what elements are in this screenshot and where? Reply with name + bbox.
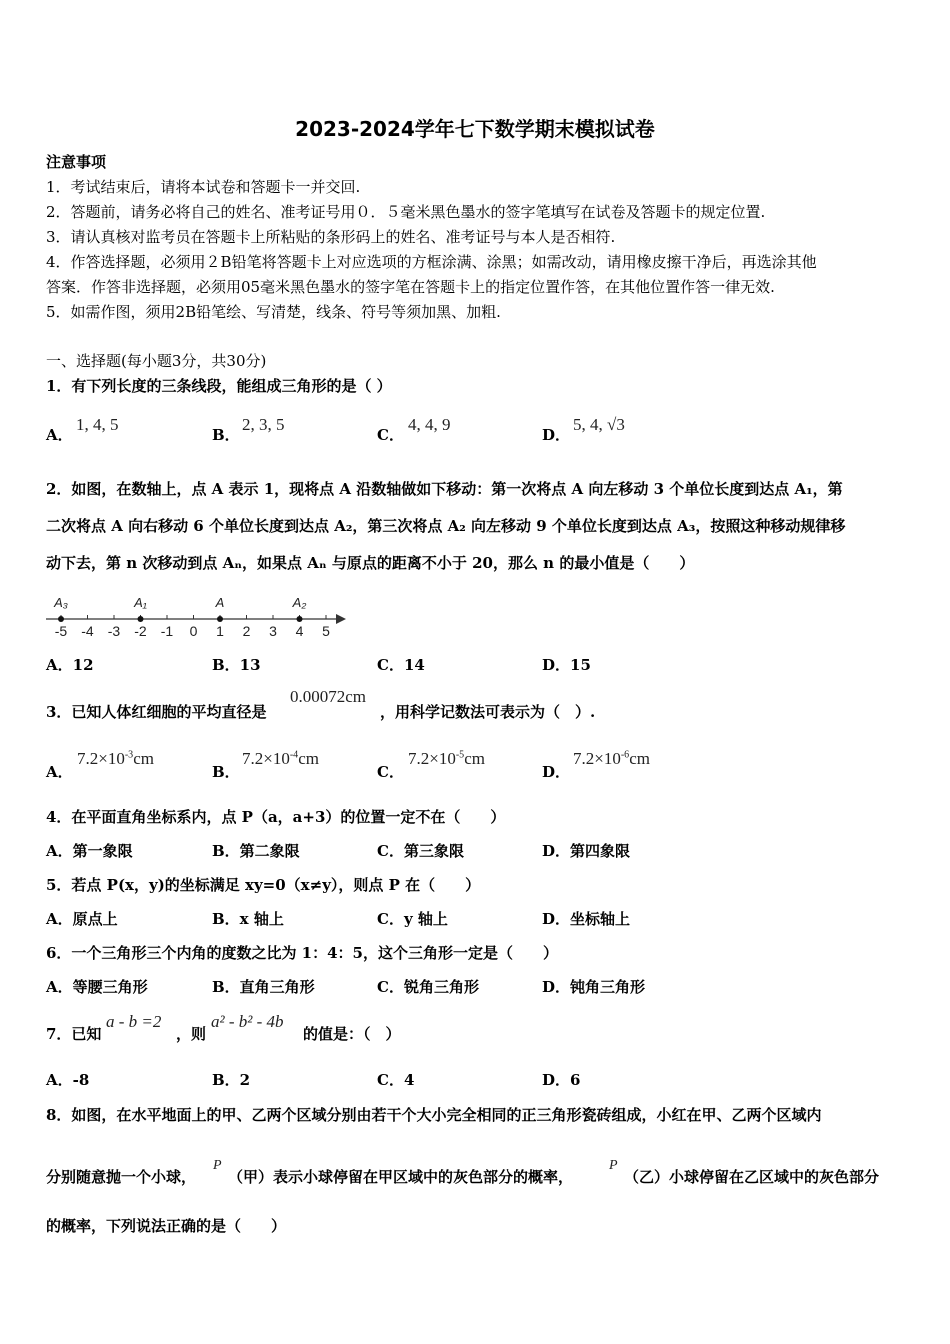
- q1-option-label: C．: [377, 426, 404, 444]
- q2-option: A．12: [46, 656, 94, 674]
- q3-option-label: D．: [542, 763, 571, 781]
- q5-option: B．x 轴上: [212, 910, 284, 928]
- q3-option-value: $7.2\times 10^{-5}cm$: [408, 749, 485, 768]
- axis-arrow: [336, 614, 346, 624]
- q5-option: C．y 轴上: [377, 910, 448, 928]
- question-1-stem: 1．有下列长度的三条线段，能组成三角形的是（ ）: [46, 377, 392, 395]
- q6-option: A．等腰三角形: [46, 978, 148, 996]
- q7-stem-c: 的值是：（ ）: [303, 1025, 401, 1043]
- question-8-stem-line: 8．如图，在水平地面上的甲、乙两个区域分别由若干个大小完全相同的正三角形瓷砖组成，小红在甲、乙两个区域内: [46, 1106, 822, 1124]
- q3-option-label: A．: [46, 763, 73, 781]
- notice-item: 答案．作答非选择题，必须用05毫米黑色墨水的签字笔在答题卡上的指定位置作答，在其他位置作答一律无效.: [46, 278, 775, 296]
- q5-option: A．原点上: [46, 910, 118, 928]
- q3-stem-b: ，用科学记数法可表示为（ ）.: [380, 703, 596, 721]
- q8-line2-b: （甲）表示小球停留在甲区域中的灰色部分的概率，: [228, 1168, 574, 1186]
- axis-tick-label: -1: [160, 623, 174, 639]
- q3-option-label: B．: [212, 763, 240, 781]
- q6-option: B．直角三角形: [212, 978, 315, 996]
- notice-item: 4．作答选择题，必须用２B铅笔将答题卡上对应选项的方框涂满、涂黑；如需改动，请用橡皮擦干净后，再选涂其他: [46, 253, 817, 271]
- q7-stem-b: ，则: [176, 1025, 207, 1043]
- notice-item: 3．请认真核对监考员在答题卡上所粘贴的条形码上的姓名、准考证号与本人是否相符.: [46, 228, 616, 246]
- question-3-stem: [46, 702, 266, 722]
- q1-option-value: 4, 4, 9: [408, 415, 451, 434]
- q2-option: D．15: [542, 656, 591, 674]
- q6-option: D．钝角三角形: [542, 978, 646, 996]
- q3-option-label: C．: [377, 763, 404, 781]
- q3-stem-a: 3．已知人体红细胞的平均直径是: [46, 703, 267, 721]
- notice-item: 5．如需作图，须用2B铅笔绘、写清楚，线条、符号等须加黑、加粗.: [46, 303, 501, 321]
- question-5-stem: 5．若点 P(x，y)的坐标满足 xy=0（x≠y），则点 P 在（ ）: [46, 876, 481, 894]
- notice-heading: 注意事项: [46, 153, 107, 171]
- axis-point: [58, 616, 64, 622]
- question-4-stem: 4．在平面直角坐标系内，点 P（a，a+3）的位置一定不在（ ）: [46, 808, 506, 826]
- axis-point-label: A: [215, 595, 225, 610]
- q1-option-value: 1, 4, 5: [76, 415, 119, 434]
- q3-value: 0.00072cm: [290, 687, 367, 706]
- q8-line2-c: （乙）小球停留在乙区域中的灰色部分: [624, 1168, 880, 1186]
- axis-tick-label: 5: [322, 623, 330, 639]
- q6-option: C．锐角三角形: [377, 978, 479, 996]
- q7-stem-a: 7．已知: [46, 1025, 102, 1043]
- axis-tick-label: 2: [242, 623, 251, 639]
- page-title: 2023-2024学年七下数学期末模拟试卷: [295, 117, 655, 141]
- q4-option: D．第四象限: [542, 842, 631, 860]
- question-2-stem-line: 2．如图，在数轴上，点 A 表示 1，现将点 A 沿数轴做如下移动：第一次将点 A 向左移动 3 个单位长度到达点 A₁，第: [46, 480, 843, 498]
- q7-option: B．2: [212, 1071, 251, 1089]
- axis-tick-label: 4: [295, 623, 304, 639]
- q3-option-value: $7.2\times 10^{-4}cm$: [242, 749, 319, 768]
- axis-point-label: A₂: [292, 595, 307, 610]
- q2-option: C．14: [377, 656, 425, 674]
- section-heading: 一、选择题(每小题3分，共30分): [46, 352, 267, 370]
- axis-point-label: A₃: [54, 595, 68, 610]
- q4-option: A．第一象限: [46, 842, 133, 860]
- notice-item: 2．答题前，请务必将自己的姓名、准考证号用０．５毫米黑色墨水的签字笔填写在试卷及答题卡的规定位置.: [46, 203, 766, 221]
- q7-option: D．6: [542, 1071, 581, 1089]
- axis-tick-label: 3: [269, 623, 277, 639]
- q8-p-symbol: P: [609, 1158, 618, 1173]
- axis-point-label: A₁: [134, 595, 147, 610]
- q1-option-label: D．: [542, 426, 571, 444]
- q7-expression: a² - b² - 4b: [211, 1012, 284, 1031]
- q1-option-label: A．: [46, 426, 73, 444]
- q7-option: A．-8: [46, 1071, 90, 1089]
- axis-tick-label: 0: [189, 623, 198, 639]
- axis-point: [217, 616, 223, 622]
- q1-option-label: B．: [212, 426, 240, 444]
- axis-tick-label: -2: [134, 623, 147, 639]
- q7-option: C．4: [377, 1071, 415, 1089]
- number-line-figure: [40, 590, 360, 640]
- q5-option: D．坐标轴上: [542, 910, 631, 928]
- q1-option-value: 5, 4, √3: [573, 415, 625, 434]
- q3-option-value: $7.2\times 10^{-6}cm$: [573, 749, 650, 768]
- axis-tick-label: -5: [54, 623, 68, 639]
- axis-point: [138, 616, 144, 622]
- axis-tick-label: -3: [107, 623, 121, 639]
- q8-line2-a: 分别随意抛一个小球，: [46, 1168, 197, 1186]
- question-6-stem: 6．一个三角形三个内角的度数之比为 1：4：5，这个三角形一定是（ ）: [46, 944, 558, 962]
- question-8-stem-line: 的概率，下列说法正确的是（ ）: [46, 1217, 287, 1235]
- q4-option: B．第二象限: [212, 842, 300, 860]
- q8-p-symbol: P: [213, 1158, 222, 1173]
- notice-item: 1．考试结束后，请将本试卷和答题卡一并交回.: [46, 178, 361, 196]
- q3-option-value: $7.2\times 10^{-3}cm$: [77, 749, 154, 768]
- axis-tick-label: 1: [216, 623, 224, 639]
- q4-option: C．第三象限: [377, 842, 464, 860]
- q1-option-value: 2, 3, 5: [242, 415, 285, 434]
- axis-point: [297, 616, 303, 622]
- question-2-stem-line: 二次将点 A 向右移动 6 个单位长度到达点 A₂，第三次将点 A₂ 向左移动 9 个单位长度到达点 A₃，按照这种移动规律移: [46, 517, 846, 535]
- q2-option: B．13: [212, 656, 261, 674]
- axis-tick-label: -4: [81, 623, 94, 639]
- question-2-stem-line: 动下去，第 n 次移动到点 Aₙ，如果点 Aₙ 与原点的距离不小于 20，那么 n 的最小值是（ ）: [46, 554, 695, 572]
- q7-condition: a - b =2: [106, 1012, 162, 1031]
